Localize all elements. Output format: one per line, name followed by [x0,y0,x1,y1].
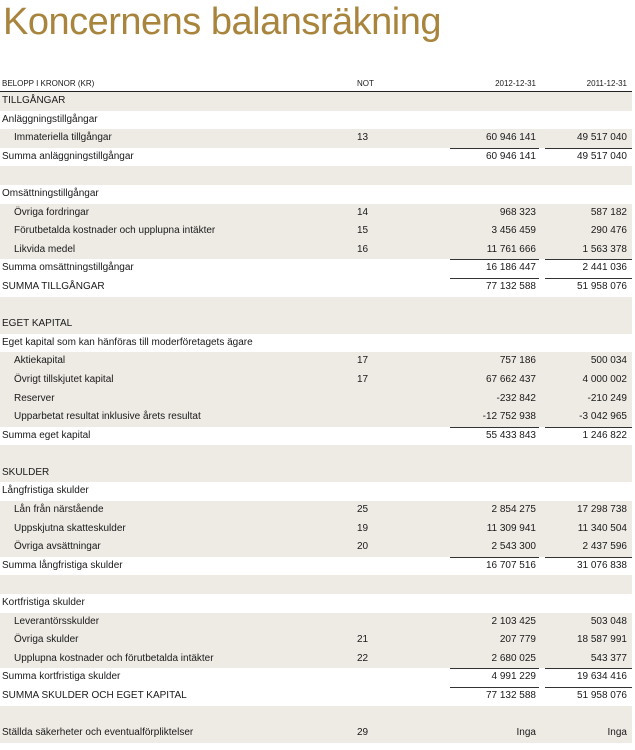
row-value-2011: 19 634 416 [576,671,627,683]
row-label: Övrigt tillskjutet kapital [14,373,114,385]
table-row [0,408,632,427]
table-body [0,92,632,743]
table-row [0,222,632,241]
table-row [0,259,632,278]
row-value-2012: 207 779 [499,634,536,646]
column-header-2011: 2011-12-31 [586,79,627,88]
row-value-2012: 968 323 [499,206,536,218]
balance-sheet-table [0,75,632,743]
row-value-2011: 51 958 076 [576,690,627,701]
row-note: 13 [357,132,369,144]
table-row [0,650,632,669]
row-value-2012: 60 946 141 [485,132,536,144]
row-value-2012: 11 309 941 [486,522,536,534]
row-value-2012: Inga [516,727,536,739]
row-value-2011: 11 340 504 [577,522,627,534]
row-label: Summa eget kapital [2,429,91,441]
row-value-2012: 55 433 843 [485,429,536,441]
table-row [0,613,632,632]
row-label: Övriga avsättningar [14,541,101,553]
row-label: Upplupna kostnader och förutbetalda intäkter [14,652,214,664]
row-label: Kortfristiga skulder [2,597,85,609]
table-row [0,315,632,334]
table-row [0,352,632,371]
table-row [0,148,632,167]
row-value-2011: 17 298 738 [576,504,627,516]
row-label: SUMMA SKULDER OCH EGET KAPITAL [2,690,187,701]
row-label: Övriga skulder [14,634,79,646]
row-value-2011: 500 034 [590,355,627,367]
row-label: Anläggningstillgångar [2,113,98,125]
row-note: 29 [357,727,369,739]
row-value-2011: 503 048 [590,615,627,627]
row-value-2012: 4 991 229 [491,671,536,683]
column-header-note: NOT [357,79,374,88]
table-row [0,706,632,725]
row-label: Summa långfristiga skulder [2,559,123,571]
table-row [0,371,632,390]
table-row [0,724,632,743]
row-label: Övriga fordringar [14,206,90,218]
table-row [0,687,632,706]
row-value-2012: 16 707 516 [485,559,536,571]
row-value-2011: 49 517 040 [576,150,627,162]
table-row [0,538,632,557]
table-row [0,575,632,594]
row-label: Summa anläggningstillgångar [2,150,134,162]
row-note: 20 [357,541,369,553]
row-value-2011: 290 476 [590,225,627,237]
row-value-2011: Inga [607,727,627,739]
row-value-2012: 757 186 [499,355,536,367]
row-label: Upparbetat resultat inklusive årets resultat [14,411,201,423]
table-row [0,166,632,185]
table-row [0,482,632,501]
row-value-2012: 16 186 447 [485,262,536,274]
row-value-2011: 2 441 036 [582,262,627,274]
row-value-2011: -210 249 [587,392,627,404]
row-value-2011: 587 182 [590,206,627,218]
row-value-2011: 4 000 002 [582,373,627,385]
row-value-2012: 2 680 025 [491,652,536,664]
table-row [0,631,632,650]
table-row [0,185,632,204]
row-value-2012: 67 662 437 [485,373,536,385]
row-value-2011: 31 076 838 [576,559,627,571]
table-row [0,204,632,223]
row-note: 25 [357,504,369,516]
row-label: Långfristiga skulder [2,485,89,497]
row-label: SUMMA TILLGÅNGAR [2,280,105,292]
row-note: 15 [357,225,369,237]
row-note: 21 [357,634,369,646]
column-header-label: BELOPP I KRONOR (KR) [2,79,95,88]
row-note: 17 [357,355,369,367]
row-value-2012: 60 946 141 [485,150,536,162]
row-value-2012: 3 456 459 [491,225,536,237]
row-value-2011: 49 517 040 [576,132,627,144]
row-note: 16 [357,243,369,255]
row-note: 14 [357,206,369,218]
table-header [0,75,632,92]
row-label: Lån från närstående [14,504,104,516]
row-label: Summa kortfristiga skulder [2,671,121,683]
row-label: Likvida medel [14,243,76,255]
table-row [0,241,632,260]
row-value-2011: 18 587 991 [576,634,627,646]
row-label: Summa omsättningstillgångar [2,262,134,274]
row-value-2012: 2 854 275 [491,504,536,516]
row-value-2011: 1 246 822 [582,429,627,441]
table-row [0,390,632,409]
row-value-2012: 11 761 666 [486,243,536,255]
row-note: 17 [357,373,369,385]
row-label: Leverantörsskulder [14,615,100,627]
table-row [0,594,632,613]
row-note: 19 [357,522,369,534]
row-label: Reserver [14,392,55,404]
row-label: Immateriella tillgångar [14,132,112,144]
row-value-2012: 2 543 300 [491,541,536,553]
row-value-2012: -12 752 938 [482,411,536,423]
row-label: Omsättningstillgångar [2,187,99,199]
table-row [0,464,632,483]
table-row [0,92,632,111]
table-row [0,111,632,130]
table-row [0,278,632,297]
row-value-2011: 51 958 076 [576,280,627,292]
row-label: Aktiekapital [14,355,66,367]
table-row [0,427,632,446]
row-value-2012: 77 132 588 [485,690,536,701]
row-label: Förutbetalda kostnader och upplupna intäkter [14,225,216,237]
table-row [0,557,632,576]
table-row [0,668,632,687]
table-row [0,129,632,148]
table-row [0,445,632,464]
column-header-2012: 2012-12-31 [495,79,536,88]
row-label: EGET KAPITAL [2,318,73,330]
page-title: Koncernens balansräkning [3,1,441,43]
row-value-2011: 1 563 378 [582,243,627,255]
table-row [0,501,632,520]
table-row [0,520,632,539]
table-row [0,334,632,353]
row-label: TILLGÅNGAR [2,95,66,106]
row-value-2011: 543 377 [590,652,627,664]
row-label: SKULDER [2,466,50,478]
row-value-2012: 2 103 425 [491,615,536,627]
row-note: 22 [357,652,369,664]
table-row [0,297,632,316]
row-value-2012: -232 842 [496,392,536,404]
row-label: Eget kapital som kan hänföras till moderföretagets ägare [2,336,253,348]
row-value-2012: 77 132 588 [485,280,536,292]
row-label: Uppskjutna skatteskulder [14,522,126,534]
row-value-2011: -3 042 965 [579,411,627,423]
row-label: Ställda säkerheter och eventualförpliktelser [2,727,194,739]
row-value-2011: 2 437 596 [582,541,627,553]
